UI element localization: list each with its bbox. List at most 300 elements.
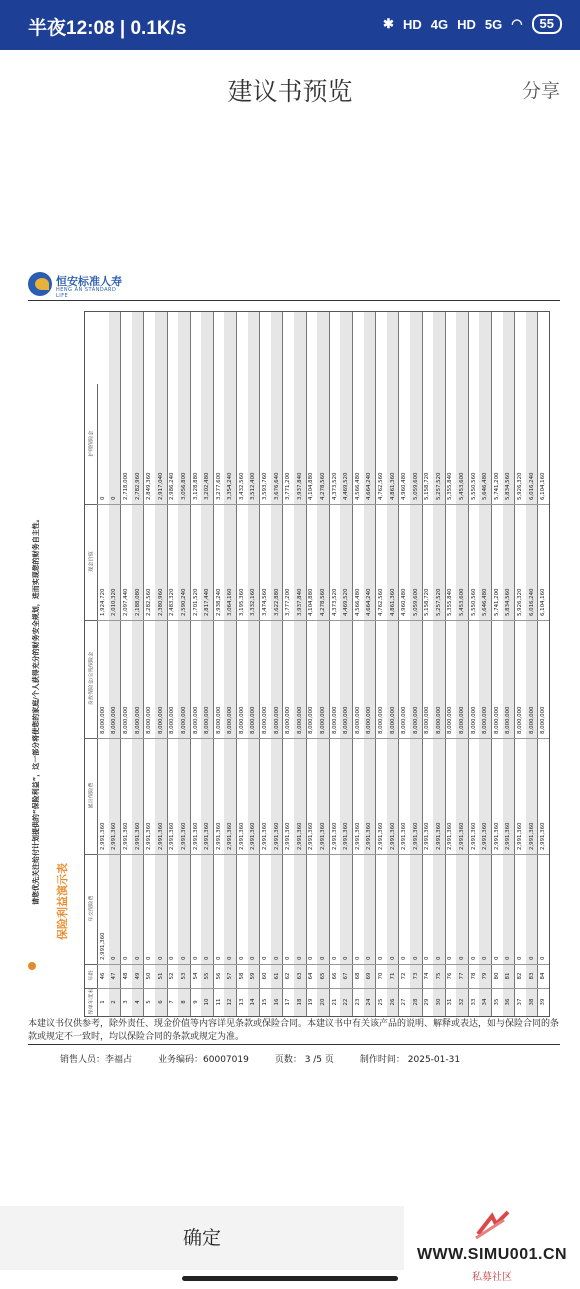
table-cell bbox=[294, 854, 306, 965]
table-cell-text: 32 bbox=[459, 998, 466, 1006]
table-cell bbox=[387, 504, 399, 621]
table-cell bbox=[306, 964, 318, 989]
table-cell bbox=[537, 504, 549, 621]
table-cell bbox=[259, 384, 271, 505]
table-cell-text: 8,000,000 bbox=[389, 706, 396, 734]
table-cell bbox=[422, 384, 434, 505]
table-cell bbox=[294, 988, 306, 1017]
table-cell-text: 5,550,560 bbox=[470, 472, 477, 500]
table-cell bbox=[422, 988, 434, 1017]
battery-icon: 55 bbox=[532, 14, 562, 34]
table-cell bbox=[190, 738, 202, 855]
table-cell bbox=[352, 384, 364, 505]
table-cell-text: 2,991,360 bbox=[447, 822, 454, 850]
table-cell-text: 4,960,480 bbox=[401, 588, 408, 616]
table-cell bbox=[468, 504, 480, 621]
table-cell bbox=[503, 964, 515, 989]
table-cell-text: 72 bbox=[401, 972, 408, 980]
table-cell-text: 11 bbox=[215, 998, 222, 1006]
table-cell-text: 4,566,480 bbox=[354, 472, 361, 500]
table-cell bbox=[526, 384, 538, 505]
table-cell-text: 0 bbox=[180, 956, 187, 960]
table-cell bbox=[410, 988, 422, 1017]
footer-divider bbox=[28, 1044, 560, 1045]
table-cell-text: 26 bbox=[389, 998, 396, 1006]
table-cell-text: 17 bbox=[285, 998, 292, 1006]
table-cell bbox=[340, 384, 352, 505]
table-header-label: 年龄 bbox=[88, 970, 95, 981]
table-cell-text: 2,380,960 bbox=[157, 588, 164, 616]
table-cell-text: 2,991,360 bbox=[366, 822, 373, 850]
table-cell-text: 0 bbox=[366, 956, 373, 960]
table-cell bbox=[537, 988, 549, 1017]
table-cell-text: 5,453,600 bbox=[459, 472, 466, 500]
table-cell bbox=[514, 988, 526, 1017]
table-cell bbox=[97, 504, 109, 621]
table-cell bbox=[503, 620, 515, 739]
table-cell bbox=[271, 504, 283, 621]
table-cell-text: 63 bbox=[296, 972, 303, 980]
table-cell-text: 5 bbox=[146, 1000, 153, 1004]
table-cell bbox=[282, 964, 294, 989]
table-cell bbox=[387, 964, 399, 989]
table-cell bbox=[375, 988, 387, 1017]
table-cell bbox=[132, 988, 144, 1017]
table-cell bbox=[340, 964, 352, 989]
table-cell bbox=[282, 384, 294, 505]
table-cell bbox=[201, 964, 213, 989]
table-cell bbox=[201, 384, 213, 505]
table-cell bbox=[190, 988, 202, 1017]
table-cell-text: 8,000,000 bbox=[493, 706, 500, 734]
table-cell-text: 2,991,360 bbox=[517, 822, 524, 850]
table-cell bbox=[537, 384, 549, 505]
table-cell bbox=[491, 384, 503, 505]
table-cell-text: 3,937,840 bbox=[296, 588, 303, 616]
table-cell-text: 8,000,000 bbox=[366, 706, 373, 734]
table-cell-text: 76 bbox=[447, 972, 454, 980]
table-cell bbox=[97, 620, 109, 739]
table-cell-text: 8,000,000 bbox=[517, 706, 524, 734]
table-cell-text: 2,590,240 bbox=[180, 588, 187, 616]
table-cell bbox=[456, 988, 468, 1017]
table-cell bbox=[526, 854, 538, 965]
table-cell bbox=[398, 738, 410, 855]
table-cell bbox=[479, 854, 491, 965]
table-cell-text: 8,000,000 bbox=[192, 706, 199, 734]
table-cell bbox=[340, 854, 352, 965]
table-cell bbox=[364, 504, 376, 621]
table-cell bbox=[213, 620, 225, 739]
table-cell-text: 2,991,360 bbox=[146, 822, 153, 850]
table-cell-text: 15 bbox=[262, 998, 269, 1006]
table-cell bbox=[109, 988, 121, 1017]
table-cell-text: 2,817,440 bbox=[204, 588, 211, 616]
table-cell bbox=[514, 504, 526, 621]
table-cell-text: 77 bbox=[459, 972, 466, 980]
table-cell bbox=[422, 504, 434, 621]
table-cell-text: 2,991,360 bbox=[377, 822, 384, 850]
table-cell-text: 19 bbox=[308, 998, 315, 1006]
table-cell bbox=[178, 738, 190, 855]
table-cell bbox=[109, 738, 121, 855]
table-cell bbox=[259, 988, 271, 1017]
table-cell bbox=[387, 620, 399, 739]
table-cell-text: 2,991,360 bbox=[99, 932, 106, 960]
table-cell-text: 69 bbox=[366, 972, 373, 980]
table-cell bbox=[387, 854, 399, 965]
table-cell-text: 0 bbox=[134, 956, 141, 960]
table-cell bbox=[167, 738, 179, 855]
table-cell bbox=[364, 738, 376, 855]
salesperson: 销售人员：李福占 bbox=[60, 1055, 133, 1065]
table-cell bbox=[364, 620, 376, 739]
table-cell-text: 2,991,360 bbox=[157, 822, 164, 850]
table-cell bbox=[294, 384, 306, 505]
table-cell-text: 2,991,360 bbox=[122, 822, 129, 850]
table-cell-text: 4,373,520 bbox=[331, 588, 338, 616]
table-cell bbox=[155, 504, 167, 621]
table-cell-text: 8,000,000 bbox=[250, 706, 257, 734]
table-cell-text: 2,991,360 bbox=[470, 822, 477, 850]
table-cell-text: 0 bbox=[122, 956, 129, 960]
table-cell bbox=[514, 384, 526, 505]
table-cell-text: 53 bbox=[180, 972, 187, 980]
table-cell-text: 51 bbox=[157, 972, 164, 980]
table-cell bbox=[109, 620, 121, 739]
logo-mark-icon bbox=[28, 272, 52, 296]
table-cell-text: 0 bbox=[459, 956, 466, 960]
table-cell-text: 74 bbox=[424, 972, 431, 980]
table-cell bbox=[364, 854, 376, 965]
table-cell bbox=[514, 620, 526, 739]
table-cell bbox=[364, 384, 376, 505]
page-count: 页数： 3 /5 页 bbox=[274, 1055, 334, 1065]
document-footer bbox=[60, 1052, 460, 1065]
table-cell bbox=[294, 504, 306, 621]
table-cell-text: 6,104,160 bbox=[540, 472, 547, 500]
table-cell-text: 2,991,360 bbox=[331, 822, 338, 850]
table-cell-text: 8,000,000 bbox=[528, 706, 535, 734]
table-cell bbox=[236, 988, 248, 1017]
table-header-label: 年交保险费 bbox=[88, 895, 95, 922]
table-cell bbox=[468, 964, 480, 989]
table-cell-text: 5,257,520 bbox=[435, 472, 442, 500]
table-cell bbox=[190, 384, 202, 505]
table-cell bbox=[294, 738, 306, 855]
table-cell bbox=[155, 964, 167, 989]
table-cell bbox=[167, 384, 179, 505]
table-cell-text: 2,010,320 bbox=[111, 588, 118, 616]
table-cell-text: 0 bbox=[517, 956, 524, 960]
table-cell-text: 2,991,360 bbox=[250, 822, 257, 850]
table-cell bbox=[375, 620, 387, 739]
table-cell-text: 8,000,000 bbox=[285, 706, 292, 734]
table-cell bbox=[514, 738, 526, 855]
table-cell bbox=[248, 504, 260, 621]
table-cell-text: 8,000,000 bbox=[401, 706, 408, 734]
header-divider bbox=[28, 300, 560, 301]
table-cell-text: 9 bbox=[192, 1000, 199, 1004]
table-cell-text: 3,474,560 bbox=[262, 588, 269, 616]
table-cell-text: 0 bbox=[169, 956, 176, 960]
table-cell bbox=[155, 854, 167, 965]
table-cell-text: 3 bbox=[122, 1000, 129, 1004]
table-cell-text: 8,000,000 bbox=[470, 706, 477, 734]
business-code: 业务编码：60007019 bbox=[158, 1055, 249, 1065]
table-cell bbox=[271, 738, 283, 855]
signal-5g-icon: 5G bbox=[484, 16, 503, 32]
table-cell bbox=[178, 620, 190, 739]
table-cell-text: 2,188,080 bbox=[134, 588, 141, 616]
table-cell-text: 3,128,880 bbox=[192, 472, 199, 500]
table-cell bbox=[97, 988, 109, 1017]
table-cell-text: 54 bbox=[192, 972, 199, 980]
table-cell bbox=[479, 620, 491, 739]
table-cell bbox=[433, 504, 445, 621]
table-cell bbox=[282, 504, 294, 621]
table-cell-text: 4,278,560 bbox=[320, 472, 326, 500]
table-cell bbox=[491, 738, 503, 855]
table-cell-text: 8,000,000 bbox=[308, 706, 315, 734]
confirm-button[interactable]: 确定 bbox=[182, 1227, 221, 1249]
table-cell bbox=[398, 620, 410, 739]
table-cell bbox=[167, 964, 179, 989]
table-cell-text: 2,991,360 bbox=[528, 822, 535, 850]
table-cell-text: 3,354,240 bbox=[227, 472, 234, 500]
table-cell bbox=[352, 964, 364, 989]
table-cell-text: 3,676,640 bbox=[273, 472, 280, 500]
watermark-site: WWW.SIMU001.CN bbox=[416, 1246, 568, 1263]
table-cell-text: 0 bbox=[482, 956, 489, 960]
wifi-icon: ◠ bbox=[511, 16, 523, 31]
table-cell bbox=[410, 384, 422, 505]
table-cell bbox=[503, 504, 515, 621]
table-cell-text: 2,282,560 bbox=[146, 588, 153, 616]
table-cell bbox=[306, 620, 318, 739]
table-cell-text: 30 bbox=[435, 998, 442, 1006]
table-cell bbox=[190, 964, 202, 989]
table-cell-text: 5,926,320 bbox=[517, 472, 524, 500]
hd-badge-2: HD bbox=[457, 16, 476, 32]
table-cell-text: 2,782,960 bbox=[134, 472, 141, 500]
table-cell-text: 3,056,800 bbox=[180, 472, 187, 500]
table-cell bbox=[445, 988, 457, 1017]
table-cell-text: 8,000,000 bbox=[540, 706, 547, 734]
table-cell bbox=[317, 738, 329, 855]
table-cell-text: 25 bbox=[377, 998, 384, 1006]
hd-badge-1: HD bbox=[402, 16, 422, 32]
table-cell bbox=[306, 988, 318, 1017]
table-cell bbox=[213, 384, 225, 505]
table-cell-text: 8,000,000 bbox=[204, 706, 211, 734]
table-cell-text: 5,834,560 bbox=[505, 588, 512, 616]
table-cell-text: 4,664,240 bbox=[366, 472, 373, 500]
table-cell bbox=[201, 620, 213, 739]
table-cell bbox=[178, 504, 190, 621]
table-cell bbox=[352, 854, 364, 965]
table-cell-text: 38 bbox=[528, 998, 535, 1006]
table-cell-text: 18 bbox=[296, 998, 303, 1006]
table-cell-text: 4,762,560 bbox=[377, 588, 384, 616]
table-cell bbox=[340, 504, 352, 621]
table-cell bbox=[132, 964, 144, 989]
table-cell bbox=[468, 384, 480, 505]
table-cell bbox=[433, 964, 445, 989]
table-cell bbox=[537, 620, 549, 739]
table-cell-text: 66 bbox=[331, 972, 338, 980]
table-cell-text: 2,991,360 bbox=[192, 822, 199, 850]
table-row bbox=[537, 312, 550, 1016]
table-cell-text: 4,566,480 bbox=[354, 588, 361, 616]
table-cell bbox=[213, 854, 225, 965]
table-cell-text: 2,991,360 bbox=[180, 822, 187, 850]
table-cell-text: 0 bbox=[470, 956, 477, 960]
table-cell bbox=[97, 964, 109, 989]
table-cell-text: 5,741,200 bbox=[493, 472, 500, 500]
table-cell bbox=[201, 854, 213, 965]
disclaimer: 本建议书仅供参考，除外责任、现金价值等内容详见条款或保险合同。本建议书中有关该产品的说明、解释或表达，如与保险合同的条款或规定不一致时，均以保险合同的条款或规定为准。 bbox=[28, 1019, 560, 1042]
table-cell-text: 78 bbox=[470, 972, 477, 980]
table-cell-text: 0 bbox=[401, 956, 408, 960]
table-cell-text: 21 bbox=[331, 998, 338, 1006]
table-cell bbox=[236, 384, 248, 505]
table-cell bbox=[526, 620, 538, 739]
table-cell-text: 5,453,600 bbox=[459, 588, 466, 616]
table-cell bbox=[468, 854, 480, 965]
table-cell-text: 0 bbox=[354, 956, 361, 960]
table-cell-text: 31 bbox=[447, 998, 454, 1006]
table-header-label: 累计保险费 bbox=[88, 782, 95, 809]
table-cell bbox=[190, 854, 202, 965]
table-cell bbox=[178, 384, 190, 505]
table-cell bbox=[109, 384, 121, 505]
table-cell-text: 2,991,360 bbox=[111, 822, 118, 850]
table-cell-text: 0 bbox=[250, 956, 257, 960]
table-cell-text: 2,991,360 bbox=[435, 822, 442, 850]
table-cell bbox=[167, 854, 179, 965]
table-cell bbox=[132, 504, 144, 621]
table-cell-text: 3,622,880 bbox=[273, 588, 280, 616]
table-cell bbox=[271, 988, 283, 1017]
table-cell bbox=[456, 738, 468, 855]
table-cell bbox=[479, 384, 491, 505]
table-cell-text: 8,000,000 bbox=[296, 706, 303, 734]
table-cell-text: 2,991,360 bbox=[273, 822, 280, 850]
table-cell bbox=[248, 620, 260, 739]
table-cell-text: 2,991,360 bbox=[296, 822, 303, 850]
table-cell bbox=[109, 504, 121, 621]
table-cell-text: 8,000,000 bbox=[111, 706, 118, 734]
table-cell bbox=[456, 854, 468, 965]
table-cell bbox=[398, 854, 410, 965]
table-cell bbox=[422, 738, 434, 855]
table-cell-text: 0 bbox=[308, 956, 315, 960]
table-cell bbox=[120, 504, 132, 621]
table-cell-text: 0 bbox=[540, 956, 547, 960]
table-cell-text: 34 bbox=[482, 998, 489, 1006]
table-cell bbox=[143, 964, 155, 989]
table-header-label: 护理保险金 bbox=[88, 430, 95, 457]
table-cell bbox=[537, 738, 549, 855]
table-cell-text: 2,991,360 bbox=[169, 822, 176, 850]
table-cell-text: 2,991,360 bbox=[262, 822, 269, 850]
table-cell-text: 68 bbox=[354, 972, 361, 980]
table-cell-text: 4,469,520 bbox=[343, 472, 350, 500]
table-cell-text: 29 bbox=[424, 998, 431, 1006]
table-cell-text: 3,593,760 bbox=[262, 472, 269, 500]
table-cell-text: 58 bbox=[238, 972, 245, 980]
table-cell bbox=[317, 504, 329, 621]
table-cell-text: 47 bbox=[111, 972, 118, 980]
table-cell-text: 2,991,360 bbox=[389, 822, 396, 850]
table-cell bbox=[120, 738, 132, 855]
table-cell bbox=[248, 988, 260, 1017]
table-cell-text: 0 bbox=[505, 956, 512, 960]
table-cell bbox=[526, 504, 538, 621]
table-cell-text: 2,483,320 bbox=[169, 588, 176, 616]
table-cell-text: 0 bbox=[111, 496, 118, 500]
table-cell bbox=[537, 854, 549, 965]
table-cell bbox=[132, 738, 144, 855]
table-cell-text: 57 bbox=[227, 972, 234, 980]
table-cell-text: 28 bbox=[412, 998, 419, 1006]
table-header-label: 现金价值 bbox=[88, 551, 95, 572]
table-cell-text: 59 bbox=[250, 972, 257, 980]
table-cell-text: 73 bbox=[412, 972, 419, 980]
benefit-table bbox=[84, 311, 550, 1017]
table-cell bbox=[155, 384, 167, 505]
table-cell bbox=[445, 384, 457, 505]
table-cell-text: 0 bbox=[447, 956, 454, 960]
table-cell bbox=[259, 620, 271, 739]
table-cell bbox=[248, 854, 260, 965]
table-cell-text: 8,000,000 bbox=[262, 706, 269, 734]
table-cell-text: 83 bbox=[528, 972, 535, 980]
table-cell-text: 2,991,360 bbox=[99, 822, 106, 850]
table-cell-text: 0 bbox=[412, 956, 419, 960]
table-cell bbox=[317, 854, 329, 965]
table-cell bbox=[190, 504, 202, 621]
table-cell-text: 0 bbox=[227, 956, 234, 960]
table-cell-text: 4,861,360 bbox=[389, 472, 396, 500]
table-cell bbox=[329, 620, 341, 739]
table-cell-text: 0 bbox=[320, 956, 326, 960]
home-indicator[interactable] bbox=[182, 1276, 398, 1281]
table-cell-text: 3,777,200 bbox=[285, 588, 292, 616]
table-cell-text: 3,332,160 bbox=[250, 588, 257, 616]
share-button[interactable]: 分享 bbox=[521, 80, 560, 102]
table-cell-text: 3,512,400 bbox=[250, 472, 257, 500]
table-cell-text: 2,986,240 bbox=[169, 472, 176, 500]
table-cell bbox=[526, 964, 538, 989]
table-cell-text: 8,000,000 bbox=[227, 706, 234, 734]
table-cell-text: 2,991,360 bbox=[493, 822, 500, 850]
table-cell-text: 56 bbox=[215, 972, 222, 980]
table-cell bbox=[97, 738, 109, 855]
status-bar bbox=[0, 0, 580, 50]
table-cell bbox=[201, 988, 213, 1017]
table-cell-text: 8,000,000 bbox=[447, 706, 454, 734]
table-cell-text: 0 bbox=[331, 956, 338, 960]
section-note: 请您优先关注给付计划提供的“保险利益”，这一部分将使您的家庭/个人获得充分的财务安全规划，进而实现您的财务自主性。 bbox=[32, 515, 40, 905]
section-bullet-icon bbox=[28, 962, 36, 970]
table-cell bbox=[178, 964, 190, 989]
table-cell bbox=[329, 988, 341, 1017]
table-cell bbox=[433, 988, 445, 1017]
table-cell bbox=[109, 854, 121, 965]
table-cell bbox=[317, 384, 329, 505]
